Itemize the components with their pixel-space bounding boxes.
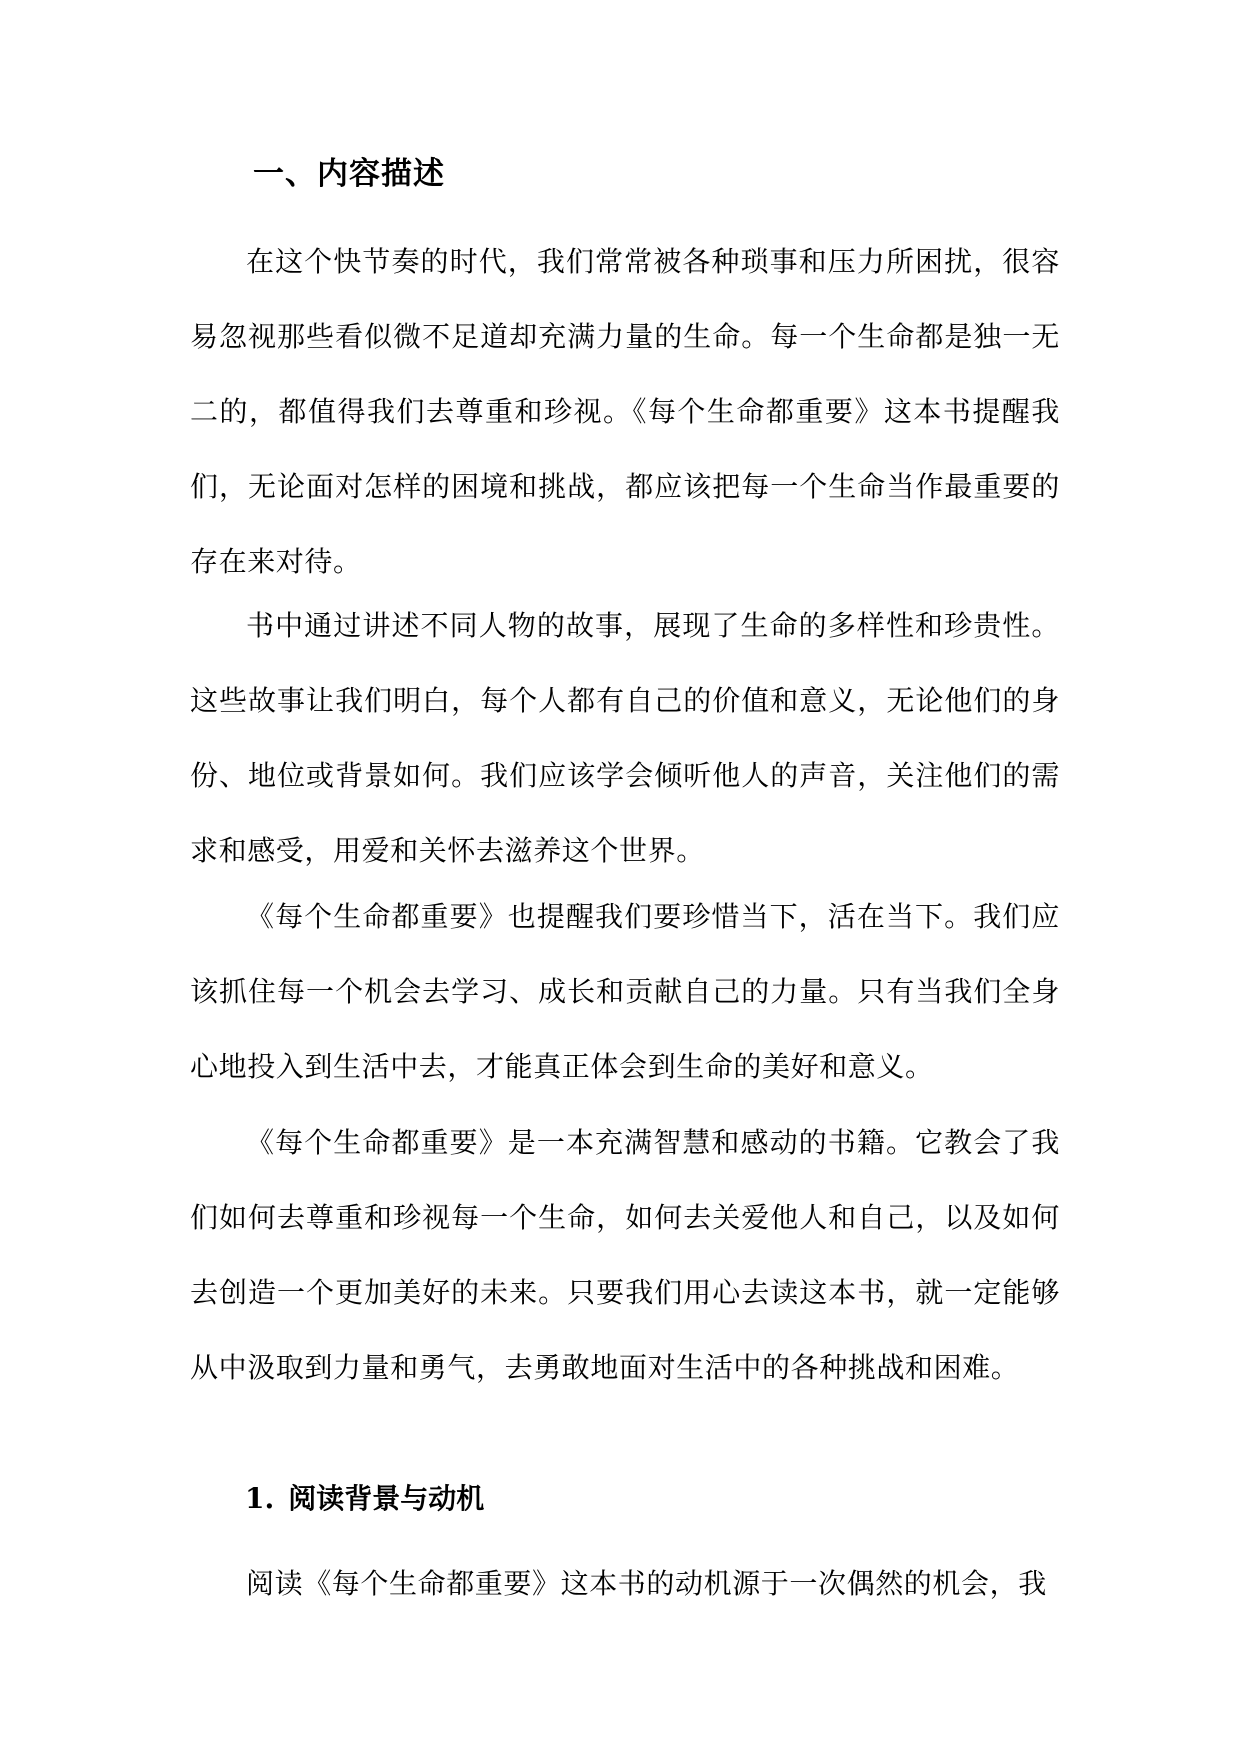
subsection-number: 1.	[245, 1482, 275, 1515]
subsection-title: 阅读背景与动机	[288, 1482, 485, 1515]
paragraph-1: 在这个快节奏的时代，我们常常被各种琐事和压力所困扰，很容易忽视那些看似微不足道却充满力量的生命。每一个生命都是独一无二的，都值得我们去尊重和珍视。《每个生命都重要》这本书提醒我们，无论面对怎样的困境和挑战，都应该把每一个生命当作最重要的存在来对待。	[190, 245, 1060, 578]
paragraph-2: 书中通过讲述不同人物的故事，展现了生命的多样性和珍贵性。这些故事让我们明白，每个人都有自己的价值和意义，无论他们的身份、地位或背景如何。我们应该学会倾听他人的声音，关注他们的需求和感受，用爱和关怀去滋养这个世界。	[190, 609, 1060, 867]
subsection-heading	[245, 1475, 484, 1523]
subsection-paragraph: 阅读《每个生命都重要》这本书的动机源于一次偶然的机会，我	[246, 1567, 1047, 1600]
section-heading: 一、内容描述	[253, 156, 445, 192]
paragraph-4: 《每个生命都重要》是一本充满智慧和感动的书籍。它教会了我们如何去尊重和珍视每一个生命，如何去关爱他人和自己，以及如何去创造一个更加美好的未来。只要我们用心去读这本书，就一定能够从中汲取到力量和勇气，去勇敢地面对生活中的各种挑战和困难。	[190, 1126, 1060, 1384]
paragraph-3: 《每个生命都重要》也提醒我们要珍惜当下，活在当下。我们应该抓住每一个机会去学习、成长和贡献自己的力量。只有当我们全身心地投入到生活中去，才能真正体会到生命的美好和意义。	[190, 900, 1060, 1083]
